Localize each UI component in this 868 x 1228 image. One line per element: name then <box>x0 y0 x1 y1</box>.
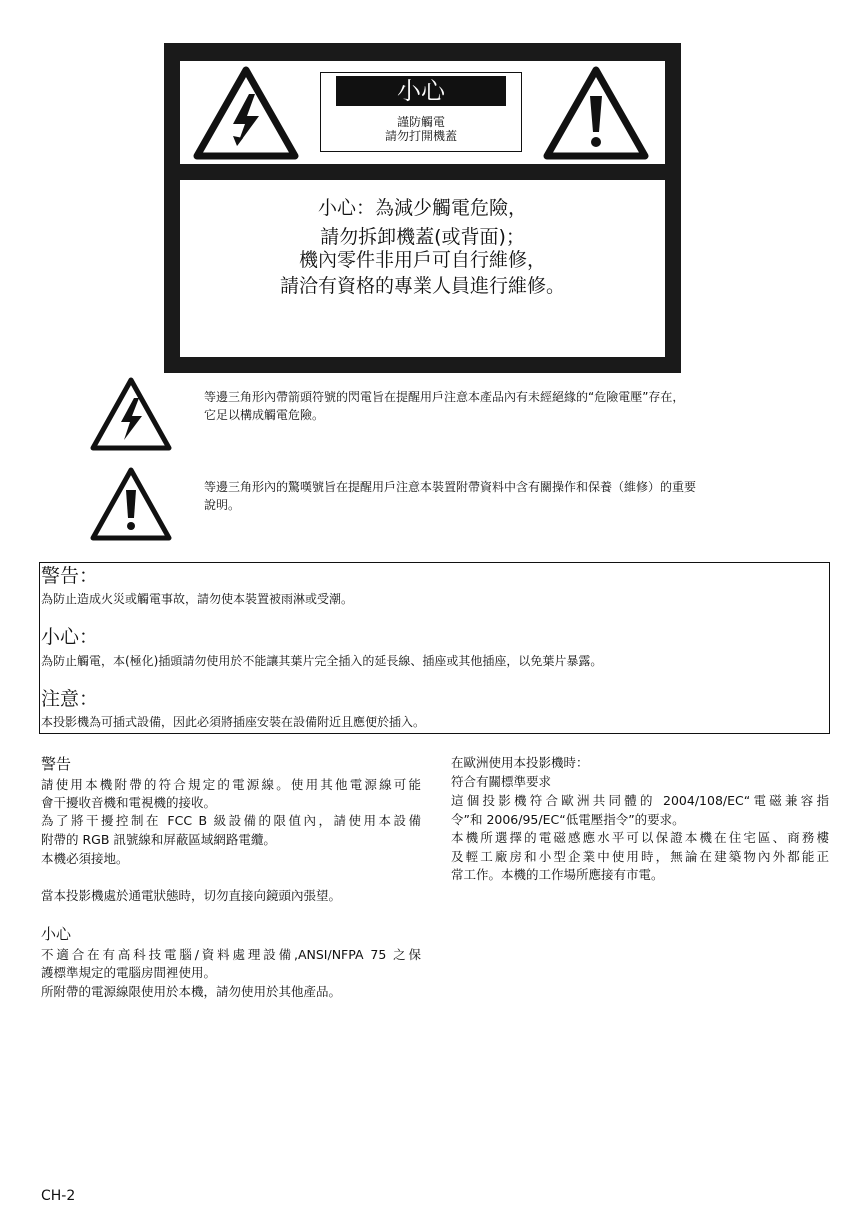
caution-label-line2: 請勿打開機蓋 <box>384 129 457 143</box>
warning-text: 為防止造成火災或觸電事故，請勿使本裝置被雨淋或受潮。 <box>41 592 354 606</box>
lens-warning-text: 當本投影機處於通電狀態時，切勿直接向鏡頭內張望。 <box>41 888 342 903</box>
lightning-explanation-line: 它足以構成觸電危險。 <box>204 408 325 422</box>
warning-box <box>39 562 830 734</box>
right-column-line: 令”和 2006/95/EC“低電壓指令”的要求。 <box>451 812 685 827</box>
caution-label-line1: 謹防觸電 <box>396 115 445 129</box>
notice-text: 本投影機為可插式設備，因此必須將插座安裝在設備附近且應便於插入。 <box>41 715 426 729</box>
warning-title: 警告： <box>41 565 99 587</box>
caution-title: 小心： <box>41 626 99 648</box>
left-warning-line: 本機必須接地。 <box>41 851 129 866</box>
left-warning-line: 為了將干擾控制在 FCC B 級設備的限值內，請使用本設備 <box>41 813 421 828</box>
page-number: CH-2 <box>41 1188 76 1204</box>
exclamation-symbol-icon <box>89 466 173 542</box>
caution-message-line: 請洽有資格的專業人員進行維修。 <box>279 275 565 297</box>
left-caution-line: 護標準規定的電腦房間裡使用。 <box>41 965 217 980</box>
left-caution-heading: 小心 <box>41 925 72 943</box>
left-warning-line: 附帶的 RGB 訊號線和屏蔽區域網路電纜。 <box>41 832 276 847</box>
notice-title: 注意： <box>41 688 99 710</box>
caution-text: 為防止觸電，本(極化)插頭請勿使用於不能讓其葉片完全插入的延長線、插座或其他插座，以免葉片暴露。 <box>41 654 603 668</box>
exclamation-explanation-line: 等邊三角形內的驚嘆號旨在提醒用戶注意本裝置附帶資料中含有關操作和保養（維修）的重要 <box>204 480 697 494</box>
right-column-line: 這個投影機符合歐洲共同體的 2004/108/EC“電磁兼容指 <box>451 793 829 808</box>
left-caution-line: 所附帶的電源線限使用於本機，請勿使用於其他產品。 <box>41 984 342 999</box>
right-column-line: 本機所選擇的電磁感應水平可以保證本機在住宅區、商務樓 <box>451 830 829 845</box>
left-warning-heading: 警告 <box>41 755 72 773</box>
left-warning-line: 會干擾收音機和電視機的接收。 <box>41 795 217 810</box>
right-column-line: 及輕工廠房和小型企業中使用時，無論在建築物內外都能正 <box>451 849 829 864</box>
caution-label-title: 小心 <box>336 76 506 106</box>
lightning-warning-icon <box>193 66 299 160</box>
caution-message-line: 小心：為減少觸電危險， <box>317 197 527 219</box>
right-column-line: 在歐洲使用本投影機時： <box>451 755 589 770</box>
left-caution-line: 不適合在有高科技電腦/資料處理設備,ANSI/NFPA 75 之保 <box>41 947 421 962</box>
caution-message-line: 請勿拆卸機蓋(或背面)； <box>320 226 525 248</box>
exclamation-warning-icon <box>543 66 649 160</box>
exclamation-explanation-line: 說明。 <box>204 498 241 512</box>
right-column-line: 符合有關標準要求 <box>451 774 552 789</box>
caution-message-line: 機內零件非用戶可自行維修， <box>298 249 546 271</box>
left-warning-line: 請使用本機附帶的符合規定的電源線。使用其他電源線可能 <box>41 777 421 792</box>
lightning-explanation-line: 等邊三角形內帶箭頭符號的閃電旨在提醒用戶注意本產品內有未經絕緣的“危險電壓”存在， <box>204 390 685 404</box>
right-column-line: 常工作。本機的工作場所應接有市電。 <box>451 867 664 882</box>
lightning-symbol-icon <box>89 376 173 452</box>
